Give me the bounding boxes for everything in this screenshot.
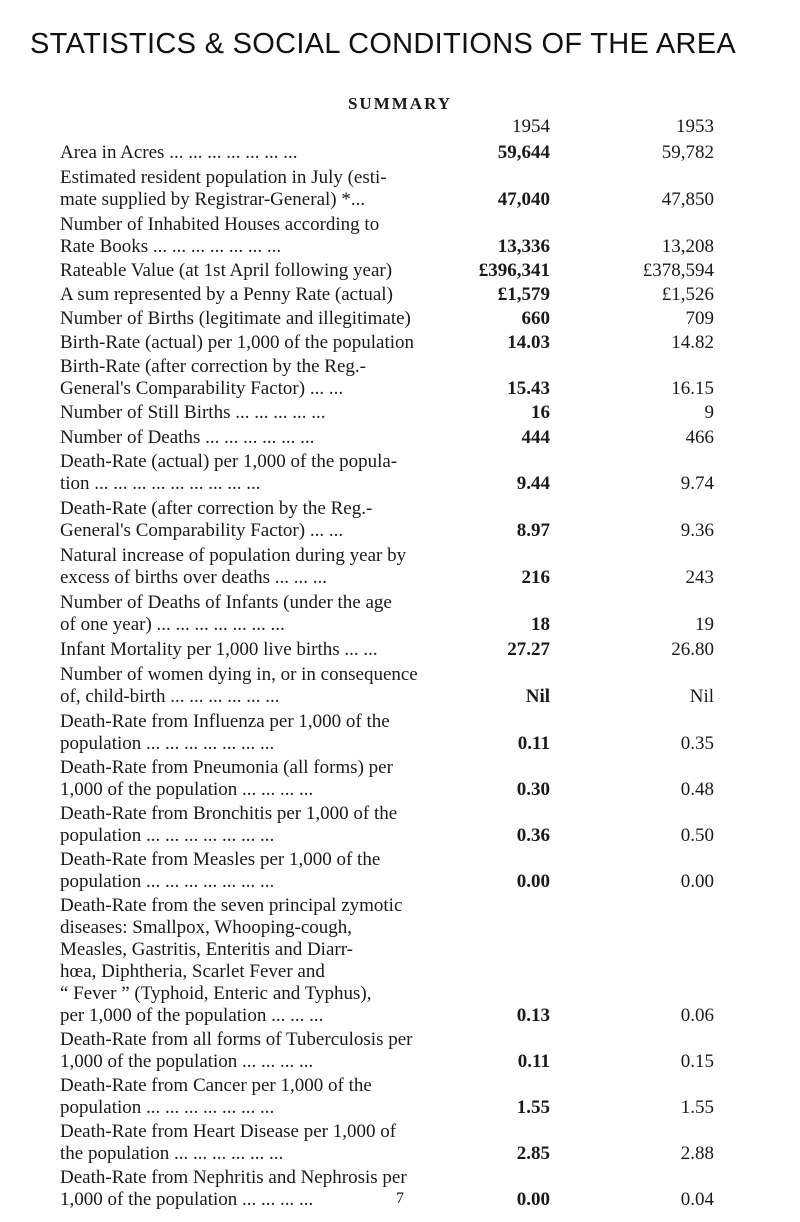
stat-label bbox=[60, 284, 480, 306]
stat-row bbox=[60, 427, 782, 449]
value-1953: £1,526 bbox=[661, 284, 714, 305]
value-1954: 59,644 bbox=[497, 142, 550, 163]
stat-label-line: Number of Inhabited Houses according to bbox=[60, 214, 380, 235]
stat-label bbox=[60, 592, 480, 636]
stat-label-line: Number of Deaths of Infants (under the age bbox=[60, 592, 392, 613]
stat-row bbox=[60, 895, 782, 1027]
value-1954: 0.11 bbox=[517, 1051, 550, 1072]
stat-label-line: General's Comparability Factor) ... ... bbox=[60, 520, 344, 541]
value-1953: 16.15 bbox=[671, 378, 714, 399]
stat-label bbox=[60, 1075, 480, 1119]
value-1953: 13,208 bbox=[661, 236, 714, 257]
stat-label-line: population ... ... ... ... ... ... ... bbox=[60, 1097, 275, 1118]
stat-row bbox=[60, 711, 782, 755]
value-1954: 9.44 bbox=[516, 473, 550, 494]
stat-row bbox=[60, 284, 782, 306]
value-1953: 9.36 bbox=[680, 520, 714, 541]
stat-label bbox=[60, 803, 480, 847]
stat-label-line: Death-Rate from Nephritis and Nephrosis per bbox=[60, 1167, 407, 1188]
value-1954: 0.36 bbox=[516, 825, 550, 846]
stat-row bbox=[60, 757, 782, 801]
value-1954: 2.85 bbox=[516, 1143, 550, 1164]
stat-row bbox=[60, 356, 782, 400]
value-1954: 14.03 bbox=[507, 332, 550, 353]
stat-label-line: mate supplied by Registrar-General) *... bbox=[60, 189, 366, 210]
value-1954: £1,579 bbox=[497, 284, 550, 305]
stat-label-line: Death-Rate (after correction by the Reg.- bbox=[60, 498, 373, 519]
stat-label bbox=[60, 1121, 480, 1165]
stat-label-line: excess of births over deaths ... ... ... bbox=[60, 567, 327, 588]
value-1953: 0.50 bbox=[680, 825, 714, 846]
stat-label-line: Death-Rate from Pneumonia (all forms) per bbox=[60, 757, 393, 778]
stat-row bbox=[60, 592, 782, 636]
value-1953: £378,594 bbox=[642, 260, 714, 281]
stat-label-line: 1,000 of the population ... ... ... ... bbox=[60, 779, 314, 800]
value-1954: 0.11 bbox=[517, 733, 550, 754]
stat-label-line: Death-Rate from Influenza per 1,000 of the bbox=[60, 711, 390, 732]
stat-row bbox=[60, 1075, 782, 1119]
stat-label-line: Death-Rate from Measles per 1,000 of the bbox=[60, 849, 381, 870]
value-1954: 0.13 bbox=[516, 1005, 550, 1026]
stat-label-line: per 1,000 of the population ... ... ... bbox=[60, 1005, 324, 1026]
stat-row bbox=[60, 545, 782, 589]
stat-row bbox=[60, 498, 782, 542]
stat-row bbox=[60, 308, 782, 330]
stat-label-line: Death-Rate from Heart Disease per 1,000 of bbox=[60, 1121, 397, 1142]
value-1953: 0.00 bbox=[680, 871, 714, 892]
stat-label-line: Natural increase of population during year by bbox=[60, 545, 407, 566]
stat-row bbox=[60, 1121, 782, 1165]
stat-label-line: Measles, Gastritis, Enteritis and Diarr- bbox=[60, 939, 353, 960]
value-1954: 27.27 bbox=[507, 639, 550, 660]
stat-label-line: of, child-birth ... ... ... ... ... ... bbox=[60, 686, 280, 707]
stat-label-line: tion ... ... ... ... ... ... ... ... ... bbox=[60, 473, 261, 494]
stat-row bbox=[60, 803, 782, 847]
stat-label-line: of one year) ... ... ... ... ... ... ... bbox=[60, 614, 285, 635]
value-1953: 243 bbox=[685, 567, 714, 588]
stat-label-line: Area in Acres ... ... ... ... ... ... ... bbox=[60, 142, 298, 163]
value-1954: 16 bbox=[531, 402, 550, 423]
stat-label bbox=[60, 356, 480, 400]
value-1953: 0.35 bbox=[680, 733, 714, 754]
value-1954: 15.43 bbox=[507, 378, 550, 399]
stat-label bbox=[60, 639, 480, 661]
stat-label-line: hœa, Diphtheria, Scarlet Fever and bbox=[60, 961, 325, 982]
stat-row bbox=[60, 167, 782, 211]
stat-label-line: 1,000 of the population ... ... ... ... bbox=[60, 1189, 314, 1210]
value-1953: 709 bbox=[685, 308, 714, 329]
value-1953: 47,850 bbox=[661, 189, 714, 210]
value-1953: 9 bbox=[704, 402, 714, 423]
value-1954: Nil bbox=[525, 686, 550, 707]
stat-label-line: Death-Rate from all forms of Tuberculosis per bbox=[60, 1029, 413, 1050]
value-1953: 0.06 bbox=[680, 1005, 714, 1026]
stat-label bbox=[60, 167, 480, 211]
stat-label-line: diseases: Smallpox, Whooping-cough, bbox=[60, 917, 353, 938]
stat-label-line: Number of Deaths ... ... ... ... ... ... bbox=[60, 427, 315, 448]
value-1953: 59,782 bbox=[661, 142, 714, 163]
value-1953: 0.48 bbox=[680, 779, 714, 800]
stat-label-line: Rateable Value (at 1st April following year) bbox=[60, 260, 393, 281]
page-title: STATISTICS & SOCIAL CONDITIONS OF THE AREA bbox=[30, 28, 737, 60]
value-1953: 466 bbox=[685, 427, 714, 448]
value-1953: 14.82 bbox=[671, 332, 714, 353]
stat-label bbox=[60, 1029, 480, 1073]
year-header-1953: 1953 bbox=[676, 116, 714, 137]
value-1954: 0.00 bbox=[516, 1189, 550, 1210]
stat-label-line: Birth-Rate (actual) per 1,000 of the population bbox=[60, 332, 415, 353]
stat-label-line: the population ... ... ... ... ... ... bbox=[60, 1143, 284, 1164]
stat-label-line: Number of women dying in, or in consequence bbox=[60, 664, 418, 685]
stat-label-line: population ... ... ... ... ... ... ... bbox=[60, 825, 275, 846]
stat-label bbox=[60, 260, 480, 282]
value-1953: Nil bbox=[689, 686, 714, 707]
stat-label bbox=[60, 498, 480, 542]
stat-label-line: A sum represented by a Penny Rate (actual) bbox=[60, 284, 393, 305]
stat-label bbox=[60, 451, 480, 495]
stat-row bbox=[60, 402, 782, 424]
stat-label-line: General's Comparability Factor) ... ... bbox=[60, 378, 344, 399]
stat-row bbox=[60, 332, 782, 354]
stat-label bbox=[60, 214, 480, 258]
stat-label-line: Birth-Rate (after correction by the Reg.- bbox=[60, 356, 366, 377]
stat-label-line: Number of Still Births ... ... ... ... ... bbox=[60, 402, 326, 423]
stat-label-line: 1,000 of the population ... ... ... ... bbox=[60, 1051, 314, 1072]
value-1954: 216 bbox=[521, 567, 550, 588]
summary-table bbox=[60, 140, 782, 1211]
value-1953: 26.80 bbox=[671, 639, 714, 660]
section-subtitle: SUMMARY bbox=[347, 94, 453, 113]
stat-label-line: Death-Rate from Bronchitis per 1,000 of the bbox=[60, 803, 398, 824]
stat-label bbox=[60, 427, 480, 449]
stat-row bbox=[60, 1029, 782, 1073]
value-1953: 9.74 bbox=[680, 473, 714, 494]
stat-label bbox=[60, 664, 480, 708]
value-1954: 13,336 bbox=[497, 236, 550, 257]
stat-label-line: “ Fever ” (Typhoid, Enteric and Typhus), bbox=[60, 983, 372, 1004]
stat-label-line: population ... ... ... ... ... ... ... bbox=[60, 733, 275, 754]
stat-label bbox=[60, 895, 480, 1027]
stat-label-line: Estimated resident population in July (esti- bbox=[60, 167, 387, 188]
stat-row bbox=[60, 260, 782, 282]
stat-label-line: Rate Books ... ... ... ... ... ... ... bbox=[60, 236, 282, 257]
stat-label-line: Death-Rate (actual) per 1,000 of the popula- bbox=[60, 451, 398, 472]
stat-label bbox=[60, 849, 480, 893]
stat-label bbox=[60, 332, 480, 354]
value-1953: 1.55 bbox=[680, 1097, 714, 1118]
stat-label bbox=[60, 402, 480, 424]
value-1954: 47,040 bbox=[497, 189, 550, 210]
stat-label bbox=[60, 545, 480, 589]
stat-row bbox=[60, 664, 782, 708]
value-1953: 0.15 bbox=[680, 1051, 714, 1072]
value-1953: 19 bbox=[695, 614, 714, 635]
stat-label bbox=[60, 308, 480, 330]
value-1953: 0.04 bbox=[680, 1189, 714, 1210]
stat-label-line: Infant Mortality per 1,000 live births ... ... bbox=[60, 639, 378, 660]
value-1954: 0.30 bbox=[516, 779, 550, 800]
stat-label-line: Death-Rate from the seven principal zymotic bbox=[60, 895, 403, 916]
page-number: 7 bbox=[396, 1190, 404, 1207]
stat-label bbox=[60, 142, 480, 164]
stat-row bbox=[60, 214, 782, 258]
stat-row bbox=[60, 451, 782, 495]
stat-label bbox=[60, 711, 480, 755]
value-1954: 18 bbox=[531, 614, 550, 635]
value-1954: 0.00 bbox=[516, 871, 550, 892]
stat-label bbox=[60, 757, 480, 801]
value-1953: 2.88 bbox=[680, 1143, 714, 1164]
stat-label-line: population ... ... ... ... ... ... ... bbox=[60, 871, 275, 892]
stat-row bbox=[60, 142, 782, 164]
year-header-1954: 1954 bbox=[512, 116, 550, 137]
stat-label-line: Death-Rate from Cancer per 1,000 of the bbox=[60, 1075, 372, 1096]
value-1954: £396,341 bbox=[478, 260, 550, 281]
stat-label-line: Number of Births (legitimate and illegitimate) bbox=[60, 308, 411, 329]
value-1954: 444 bbox=[521, 427, 550, 448]
stat-row bbox=[60, 849, 782, 893]
value-1954: 660 bbox=[521, 308, 550, 329]
stat-row bbox=[60, 639, 782, 661]
value-1954: 8.97 bbox=[516, 520, 550, 541]
value-1954: 1.55 bbox=[516, 1097, 550, 1118]
